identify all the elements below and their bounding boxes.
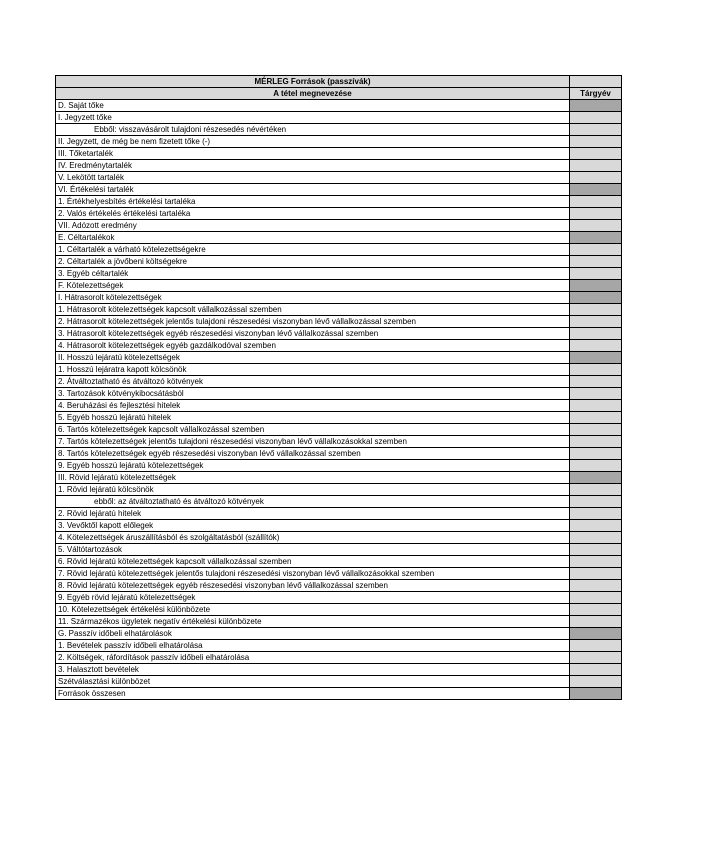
row-value-cell[interactable] — [570, 652, 622, 664]
row-value-cell[interactable] — [570, 628, 622, 640]
row-value-cell[interactable] — [570, 472, 622, 484]
row-label: 1. Értékhelyesbítés értékelési tartaléka — [56, 196, 570, 208]
row-label: D. Saját tőke — [56, 100, 570, 112]
table-row — [56, 340, 622, 352]
row-label: 9. Egyéb rövid lejáratú kötelezettségek — [56, 592, 570, 604]
row-value-cell[interactable] — [570, 292, 622, 304]
row-value-cell[interactable] — [570, 280, 622, 292]
table-row — [56, 184, 622, 196]
table-row — [56, 496, 622, 508]
row-label: 3. Egyéb céltartalék — [56, 268, 570, 280]
row-label: V. Lekötött tartalék — [56, 172, 570, 184]
row-value-cell[interactable] — [570, 544, 622, 556]
row-label: Források összesen — [56, 688, 570, 700]
row-value-cell[interactable] — [570, 112, 622, 124]
row-label: 7. Tartós kötelezettségek jelentős tulajdoni részesedési viszonyban lévő vállalkozásokkal szemben — [56, 436, 570, 448]
row-value-cell[interactable] — [570, 556, 622, 568]
table-row — [56, 136, 622, 148]
row-value-cell[interactable] — [570, 580, 622, 592]
row-value-cell[interactable] — [570, 184, 622, 196]
row-label: IV. Eredménytartalék — [56, 160, 570, 172]
row-label: 3. Vevőktől kapott előlegek — [56, 520, 570, 532]
row-label: 11. Származékos ügyletek negatív értékelési különbözete — [56, 616, 570, 628]
table-row — [56, 352, 622, 364]
row-label: 2. Céltartalék a jövőbeni költségekre — [56, 256, 570, 268]
row-label: 5. Egyéb hosszú lejáratú hitelek — [56, 412, 570, 424]
row-value-cell[interactable] — [570, 244, 622, 256]
column-header-current-year: Tárgyév — [570, 88, 622, 100]
row-label: 7. Rövid lejáratú kötelezettségek jelentős tulajdoni részesedési viszonyban lévő vállalkozásokkal szemben — [56, 568, 570, 580]
table-row — [56, 160, 622, 172]
row-value-cell[interactable] — [570, 388, 622, 400]
table-row — [56, 124, 622, 136]
row-label: 9. Egyéb hosszú lejáratú kötelezettségek — [56, 460, 570, 472]
table-row — [56, 364, 622, 376]
row-label: 5. Váltótartozások — [56, 544, 570, 556]
table-row — [56, 196, 622, 208]
row-value-cell[interactable] — [570, 448, 622, 460]
row-value-cell[interactable] — [570, 208, 622, 220]
row-label: 3. Hátrasorolt kötelezettségek egyéb részesedési viszonyban lévő vállalkozással szemben — [56, 328, 570, 340]
row-value-cell[interactable] — [570, 460, 622, 472]
table-row — [56, 316, 622, 328]
table-row — [56, 304, 622, 316]
table-row — [56, 112, 622, 124]
row-label: 2. Hátrasorolt kötelezettségek jelentős tulajdoni részesedési viszonyban lévő vállalkozással szemben — [56, 316, 570, 328]
row-value-cell[interactable] — [570, 688, 622, 700]
row-label: Szétválasztási különbözet — [56, 676, 570, 688]
row-value-cell[interactable] — [570, 676, 622, 688]
row-label: G. Passzív időbeli elhatárolások — [56, 628, 570, 640]
table-row — [56, 628, 622, 640]
table-row — [56, 676, 622, 688]
row-label: VII. Adózott eredmény — [56, 220, 570, 232]
table-row — [56, 580, 622, 592]
table-row — [56, 484, 622, 496]
row-label: Ebből: visszavásárolt tulajdoni részesedés névértéken — [56, 124, 570, 136]
table-row — [56, 472, 622, 484]
row-label: 1. Rövid lejáratú kölcsönök — [56, 484, 570, 496]
row-label: 4. Kötelezettségek áruszállításból és szolgáltatásból (szállítók) — [56, 532, 570, 544]
row-value-cell[interactable] — [570, 532, 622, 544]
table-row — [56, 280, 622, 292]
row-value-cell[interactable] — [570, 496, 622, 508]
table-row — [56, 460, 622, 472]
table-row — [56, 292, 622, 304]
row-value-cell[interactable] — [570, 616, 622, 628]
row-label: III. Rövid lejáratú kötelezettségek — [56, 472, 570, 484]
table-row — [56, 256, 622, 268]
row-value-cell[interactable] — [570, 220, 622, 232]
row-value-cell[interactable] — [570, 604, 622, 616]
row-label: II. Jegyzett, de még be nem fizetett tőke (-) — [56, 136, 570, 148]
table-row — [56, 592, 622, 604]
table-row — [56, 424, 622, 436]
row-label: VI. Értékelési tartalék — [56, 184, 570, 196]
row-label: I. Hátrasorolt kötelezettségek — [56, 292, 570, 304]
row-value-cell[interactable] — [570, 232, 622, 244]
table-row — [56, 412, 622, 424]
row-value-cell[interactable] — [570, 316, 622, 328]
balance-sheet — [55, 75, 621, 700]
table-row — [56, 400, 622, 412]
table-row — [56, 100, 622, 112]
row-value-cell[interactable] — [570, 364, 622, 376]
column-header-item-name: A tétel megnevezése — [56, 88, 570, 100]
table-row — [56, 172, 622, 184]
row-label: 3. Halasztott bevételek — [56, 664, 570, 676]
row-label: 1. Bevételek passzív időbeli elhatárolása — [56, 640, 570, 652]
column-header-row — [56, 88, 622, 100]
row-label: 2. Költségek, ráfordítások passzív időbeli elhatárolása — [56, 652, 570, 664]
row-value-cell[interactable] — [570, 352, 622, 364]
row-value-cell[interactable] — [570, 640, 622, 652]
row-label: 1. Céltartalék a várható kötelezettségekre — [56, 244, 570, 256]
row-value-cell[interactable] — [570, 376, 622, 388]
row-value-cell[interactable] — [570, 268, 622, 280]
row-label: ebből: az átváltoztatható és átváltozó kötvények — [56, 496, 570, 508]
table-title-blank-cell[interactable] — [570, 76, 622, 88]
row-label: F. Kötelezettségek — [56, 280, 570, 292]
row-value-cell[interactable] — [570, 136, 622, 148]
table-row — [56, 208, 622, 220]
table-row — [56, 148, 622, 160]
row-label: 2. Valós értékelés értékelési tartaléka — [56, 208, 570, 220]
row-value-cell[interactable] — [570, 412, 622, 424]
row-label: 8. Rövid lejáratú kötelezettségek egyéb részesedési viszonyban lévő vállalkozással szemben — [56, 580, 570, 592]
row-value-cell[interactable] — [570, 100, 622, 112]
row-value-cell[interactable] — [570, 172, 622, 184]
row-label: 2. Rövid lejáratú hitelek — [56, 508, 570, 520]
table-row — [56, 640, 622, 652]
row-value-cell[interactable] — [570, 328, 622, 340]
table-row — [56, 448, 622, 460]
row-value-cell[interactable] — [570, 568, 622, 580]
table-title-row — [56, 76, 622, 88]
row-label: 1. Hátrasorolt kötelezettségek kapcsolt vállalkozással szemben — [56, 304, 570, 316]
table-row — [56, 388, 622, 400]
row-value-cell[interactable] — [570, 520, 622, 532]
row-value-cell[interactable] — [570, 196, 622, 208]
table-row — [56, 520, 622, 532]
row-value-cell[interactable] — [570, 592, 622, 604]
row-label: 4. Beruházási és fejlesztési hitelek — [56, 400, 570, 412]
row-value-cell[interactable] — [570, 304, 622, 316]
table-row — [56, 220, 622, 232]
row-value-cell[interactable] — [570, 400, 622, 412]
row-label: 3. Tartozások kötvénykibocsátásból — [56, 388, 570, 400]
table-row — [56, 328, 622, 340]
table-row — [56, 436, 622, 448]
table-row — [56, 616, 622, 628]
row-label: I. Jegyzett tőke — [56, 112, 570, 124]
table-row — [56, 568, 622, 580]
table-row — [56, 532, 622, 544]
row-value-cell[interactable] — [570, 160, 622, 172]
row-label: 2. Átváltoztatható és átváltozó kötvények — [56, 376, 570, 388]
table-row — [56, 652, 622, 664]
row-value-cell[interactable] — [570, 424, 622, 436]
table-row — [56, 376, 622, 388]
table-row — [56, 544, 622, 556]
row-label: E. Céltartalékok — [56, 232, 570, 244]
row-value-cell[interactable] — [570, 124, 622, 136]
row-label: 6. Tartós kötelezettségek kapcsolt vállalkozással szemben — [56, 424, 570, 436]
row-label: 1. Hosszú lejáratra kapott kölcsönök — [56, 364, 570, 376]
table-row — [56, 664, 622, 676]
row-value-cell[interactable] — [570, 436, 622, 448]
table-row — [56, 232, 622, 244]
row-value-cell[interactable] — [570, 340, 622, 352]
table-row — [56, 508, 622, 520]
row-label: 8. Tartós kötelezettségek egyéb részesedési viszonyban lévő vállalkozással szemben — [56, 448, 570, 460]
row-value-cell[interactable] — [570, 484, 622, 496]
table-title: MÉRLEG Források (passzívák) — [56, 76, 570, 88]
row-label: 6. Rövid lejáratú kötelezettségek kapcsolt vállalkozással szemben — [56, 556, 570, 568]
row-label: 10. Kötelezettségek értékelési különbözete — [56, 604, 570, 616]
table-row — [56, 244, 622, 256]
row-label: 4. Hátrasorolt kötelezettségek egyéb gazdálkodóval szemben — [56, 340, 570, 352]
table-row — [56, 268, 622, 280]
table-row — [56, 688, 622, 700]
row-value-cell[interactable] — [570, 508, 622, 520]
row-value-cell[interactable] — [570, 256, 622, 268]
table-row — [56, 604, 622, 616]
row-value-cell[interactable] — [570, 148, 622, 160]
row-label: III. Tőketartalék — [56, 148, 570, 160]
liabilities-table — [55, 75, 622, 700]
table-row — [56, 556, 622, 568]
row-value-cell[interactable] — [570, 664, 622, 676]
row-label: II. Hosszú lejáratú kötelezettségek — [56, 352, 570, 364]
